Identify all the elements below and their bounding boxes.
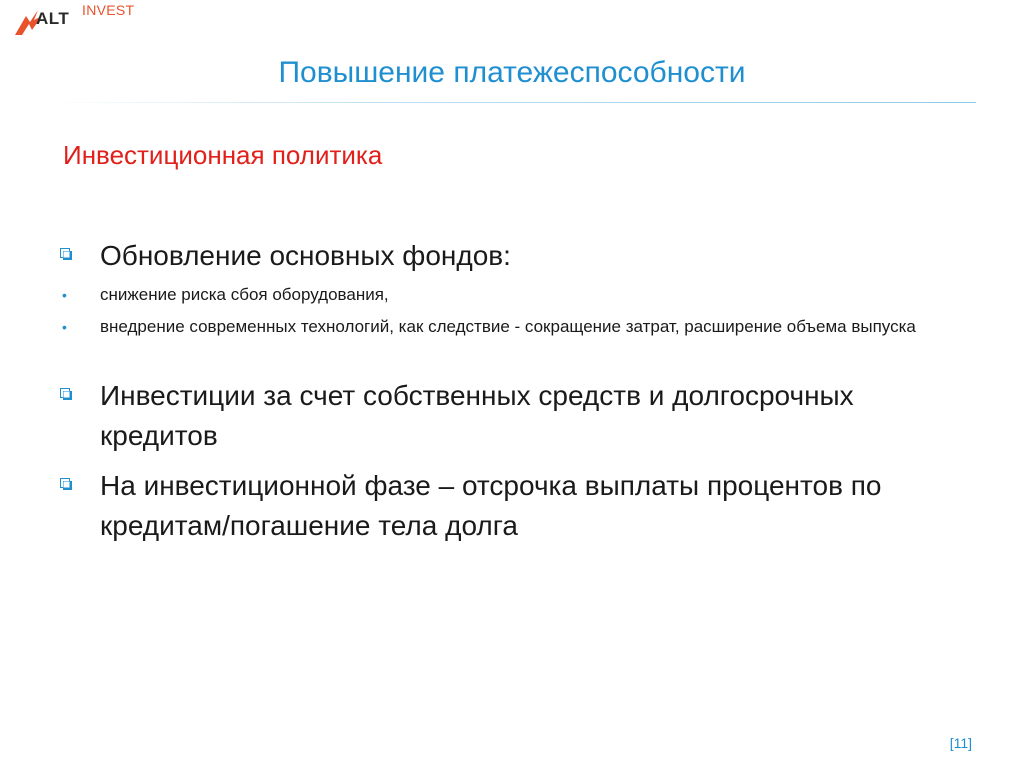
square-bullet-icon <box>60 248 72 260</box>
list-item <box>60 236 940 276</box>
list-item-text: Обновление основных фондов: <box>100 240 511 271</box>
list-item-text: Инвестиции за счет собственных средств и долгосрочных кредитов <box>100 380 854 451</box>
list-item <box>60 466 940 546</box>
dot-bullet: • <box>62 319 67 335</box>
slide-title: Повышение платежеспособности <box>278 56 746 89</box>
list-item-text: снижение риска сбоя оборудования, <box>100 285 389 304</box>
page-number: [11] <box>949 735 972 751</box>
logo-alt-text: ALT <box>36 9 70 28</box>
square-bullet-icon <box>60 478 72 490</box>
list-item <box>60 282 940 308</box>
list-item <box>60 314 940 366</box>
logo-invest-text: INVEST <box>82 2 135 18</box>
dot-bullet: • <box>62 287 67 303</box>
list-item-text: На инвестиционной фазе – отсрочка выплаты процентов по кредитам/погашение тела долга <box>100 470 882 541</box>
square-bullet-icon <box>60 388 72 400</box>
list-item-text: внедрение современных технологий, как следствие - сокращение затрат, расширение объема выпуска <box>100 317 916 336</box>
slide-subtitle: Инвестиционная политика <box>63 140 383 170</box>
list-item <box>60 376 940 456</box>
